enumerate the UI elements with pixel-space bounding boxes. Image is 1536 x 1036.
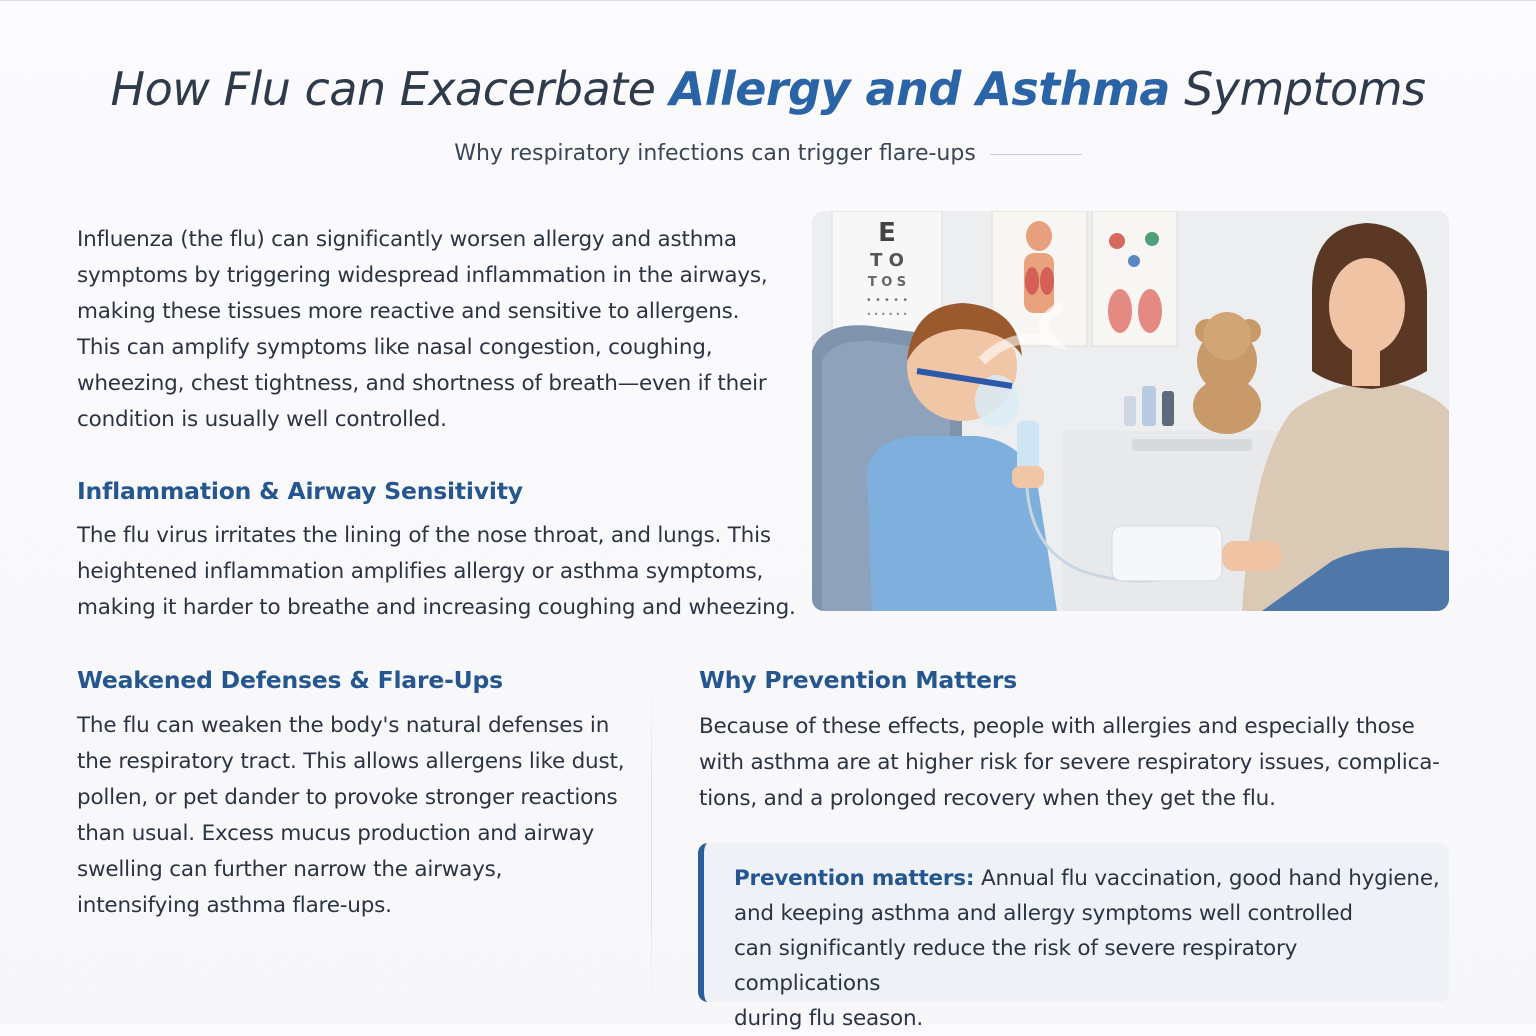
intro-line: This can amplify symptoms like nasal congestion, coughing, bbox=[77, 335, 713, 360]
subtitle-rule bbox=[990, 154, 1082, 155]
subtitle-row bbox=[0, 141, 1536, 166]
page-subtitle: Why respiratory infections can trigger flare-ups bbox=[454, 141, 976, 166]
defenses-line: intensifying asthma flare-ups. bbox=[77, 893, 392, 918]
callout-text bbox=[734, 861, 1449, 1036]
inflammation-line: making it harder to breathe and increasing coughing and wheezing. bbox=[77, 595, 796, 620]
heading-defenses: Weakened Defenses & Flare-Ups bbox=[77, 666, 503, 694]
svg-text:• • • • • •: • • • • • • bbox=[866, 310, 908, 319]
photo-child-nebulizer-icon bbox=[812, 211, 1449, 611]
photo-illustration bbox=[812, 211, 1449, 611]
svg-text:• • • • •: • • • • • bbox=[865, 295, 909, 306]
defenses-line: pollen, or pet dander to provoke stronger reactions bbox=[77, 785, 618, 810]
defenses-line: than usual. Excess mucus production and airway bbox=[77, 821, 595, 846]
intro-line: wheezing, chest tightness, and shortness of breath—even if their bbox=[77, 371, 767, 396]
svg-text:T O: T O bbox=[870, 250, 904, 271]
title-prefix: How Flu can Exacerbate bbox=[110, 62, 670, 116]
intro-line: Influenza (the flu) can significantly worsen allergy and asthma bbox=[77, 227, 737, 252]
callout-line: during flu season. bbox=[734, 1006, 924, 1031]
defenses-line: The flu can weaken the body's natural defenses in bbox=[77, 713, 610, 738]
callout-line: and keeping asthma and allergy symptoms well controlled bbox=[734, 901, 1353, 926]
intro-line: condition is usually well controlled. bbox=[77, 407, 447, 432]
intro-line: making these tissues more reactive and sensitive to allergens. bbox=[77, 299, 740, 324]
defenses-line: swelling can further narrow the airways, bbox=[77, 857, 503, 882]
title-highlight: Allergy and Asthma bbox=[669, 62, 1170, 116]
column-divider bbox=[651, 686, 652, 1006]
paragraph-inflammation bbox=[77, 518, 797, 626]
prevention-line: tions, and a prolonged recovery when they get the flu. bbox=[699, 786, 1276, 811]
heading-inflammation: Inflammation & Airway Sensitivity bbox=[77, 477, 523, 505]
intro-line: symptoms by triggering widespread inflammation in the airways, bbox=[77, 263, 768, 288]
inflammation-line: The flu virus irritates the lining of the nose throat, and lungs. This bbox=[77, 523, 771, 548]
callout-lead: Prevention matters: bbox=[734, 866, 975, 891]
paragraph-defenses bbox=[77, 708, 637, 924]
prevention-line: with asthma are at higher risk for severe respiratory issues, complica- bbox=[699, 750, 1440, 775]
heading-prevention: Why Prevention Matters bbox=[699, 666, 1018, 694]
inflammation-line: heightened inflammation amplifies allergy or asthma symptoms, bbox=[77, 559, 764, 584]
title-suffix: Symptoms bbox=[1169, 62, 1426, 116]
callout-line: Annual flu vaccination, good hand hygiene, bbox=[974, 866, 1440, 891]
top-rule bbox=[0, 0, 1536, 1]
callout-line: can significantly reduce the risk of severe respiratory complications bbox=[734, 936, 1298, 996]
intro-paragraph bbox=[77, 222, 777, 438]
defenses-line: the respiratory tract. This allows allergens like dust, bbox=[77, 749, 625, 774]
svg-text:T O S: T O S bbox=[867, 275, 907, 290]
prevention-callout bbox=[698, 843, 1449, 1031]
prevention-line: Because of these effects, people with allergies and especially those bbox=[699, 714, 1415, 739]
paragraph-prevention bbox=[699, 709, 1459, 817]
page-title bbox=[0, 62, 1536, 116]
svg-text:E: E bbox=[878, 218, 896, 248]
